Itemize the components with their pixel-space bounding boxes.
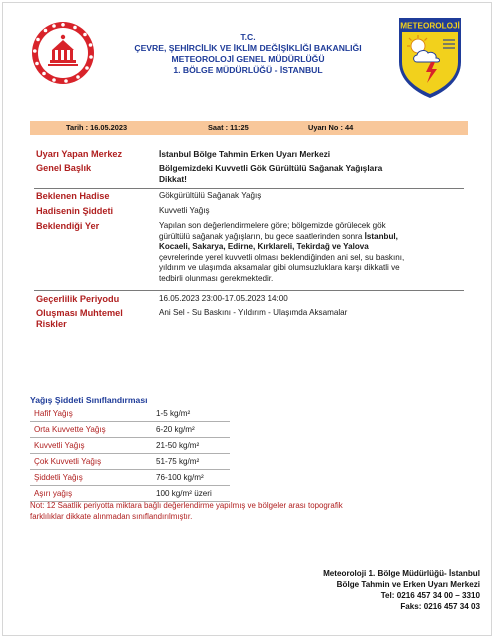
class-value: 1-5 kg/m² [156,409,191,418]
row-label: Genel Başlık [36,163,92,173]
footer-fax: Faks: 0216 457 34 03 [400,602,480,611]
divider [34,290,464,291]
class-name: Aşırı yağış [34,489,73,498]
class-name: Çok Kuvvetli Yağış [34,457,102,466]
bulletin-date: Tarih : 16.05.2023 [66,123,128,132]
row-value: Kuvvetli Yağış [159,206,210,215]
class-value: 6-20 kg/m² [156,425,195,434]
location-line-3: Kocaeli, Sakarya, Edirne, Kırklareli, Tekirdağ ve Yalova [159,242,369,252]
row-value: 16.05.2023 23:00-17.05.2023 14:00 [159,294,288,303]
classification-row [30,486,230,502]
meteoroloji-logo [397,16,463,100]
class-name: Hafif Yağış [34,409,73,418]
bulletin-number: Uyarı No : 44 [308,123,354,132]
class-name: Kuvvetli Yağış [34,441,85,450]
info-bar [30,121,468,135]
class-name: Şiddetli Yağış [34,473,83,482]
row-value: Ani Sel - Su Baskını - Yıldırım - Ulaşımda Aksamalar [159,308,348,317]
footer-contact [220,568,480,612]
location-line-4: çevrelerinde yerel kuvvetli olması beklendiğinden ani sel, su baskını, [159,252,405,262]
classification-title: Yağış Şiddeti Sınıflandırması [30,395,148,405]
row-label: Beklenen Hadise [36,191,110,201]
row-label: Hadisenin Şiddeti [36,206,114,216]
class-value: 76-100 kg/m² [156,473,204,482]
ministry-emblem-logo [30,20,96,86]
header-line-region: 1. BÖLGE MÜDÜRLÜĞÜ - İSTANBUL [173,65,323,75]
class-name: Orta Kuvvette Yağış [34,425,106,434]
header-line-tc: T.C. [240,32,256,42]
row-value [159,221,459,285]
note-line-1: Not: 12 Saatlik periyotta miktara bağlı değerlendirme yapılmış ve bölgeler arası topografik [30,501,343,510]
classification-row [30,422,230,438]
location-line-6: tedbirli olunması gerekmektedir. [159,273,274,283]
header-line-directorate: METEOROLOJİ GENEL MÜDÜRLÜĞÜ [171,54,325,64]
row-value: Gökgürültülü Sağanak Yağış [159,191,262,200]
header-line-ministry: ÇEVRE, ŞEHİRCİLİK VE İKLİM DEĞİŞİKLİĞİ BAKANLIĞI [134,43,362,53]
classification-row [30,438,230,454]
classification-note [30,501,425,522]
bulletin-time: Saat : 11:25 [208,123,249,132]
meteoroloji-logo-text: METEOROLOJİ [400,21,460,31]
footer-phone: Tel: 0216 457 34 00 – 3310 [380,591,480,600]
row-value [159,163,459,184]
row-label: Beklendiği Yer [36,221,100,231]
location-line-5: yıldırım ve ulaşımda aksamalar gibi olumsuzluklara karşı dikkatli ve [159,263,400,273]
classification-row [30,470,230,486]
row-value: İstanbul Bölge Tahmin Erken Uyarı Merkezi [159,149,331,159]
location-line-2: gürültülü sağanak yağışların, bu gece saatlerinden sonra İstanbul, [159,231,398,241]
class-value: 100 kg/m² üzeri [156,489,212,498]
class-value: 51-75 kg/m² [156,457,200,466]
header-titles [110,32,386,76]
footer-office: Meteoroloji 1. Bölge Müdürlüğü- İstanbul [323,569,480,578]
title-line-1: Bölgemizdeki Kuvvetli Gök Gürültülü Sağanak Yağışlara [159,163,383,173]
classification-row [30,454,230,470]
title-line-2: Dikkat! [159,173,187,184]
row-label: Oluşması Muhtemel Riskler [36,308,123,329]
note-line-2: farklılıklar dikkate alınmadan sınıflandırılmıştır. [30,511,193,521]
divider [34,188,464,189]
classification-row [30,406,230,422]
footer-center: Bölge Tahmin ve Erken Uyarı Merkezi [336,580,480,589]
location-line-1: Yapılan son değerlendirmelere göre; bölgemizde görülecek gök [159,221,386,230]
row-label: Geçerlilik Periyodu [36,294,120,304]
row-label: Uyarı Yapan Merkez [36,149,123,159]
class-value: 21-50 kg/m² [156,441,200,450]
